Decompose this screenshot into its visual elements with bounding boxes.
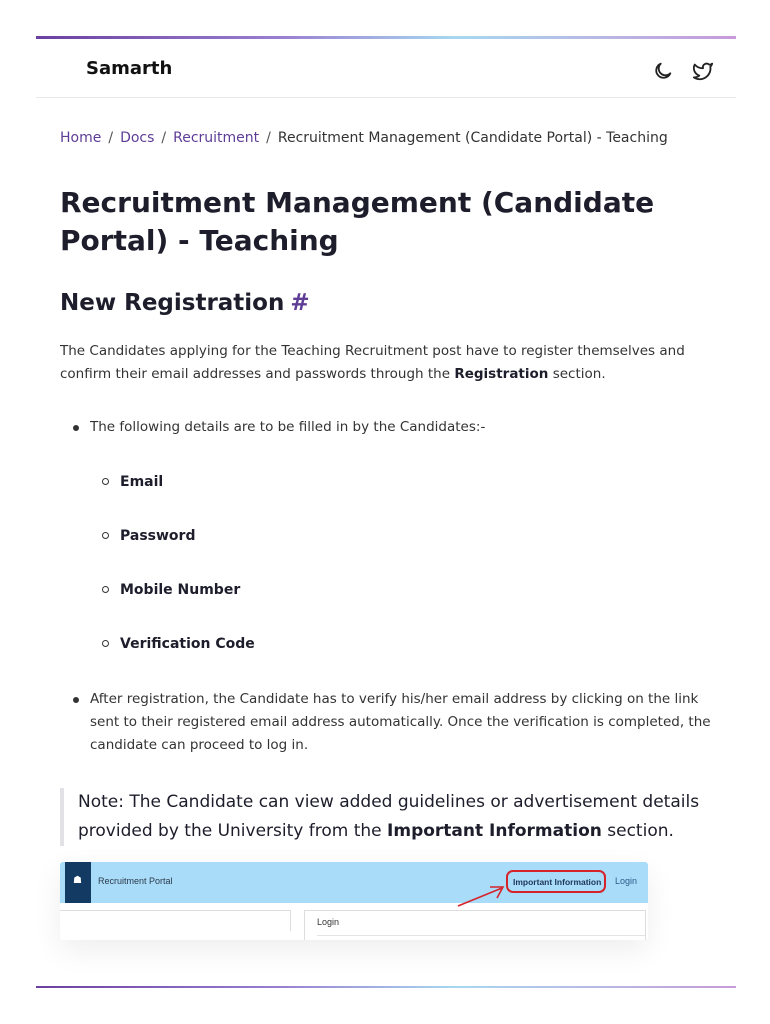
portal-login-panel bbox=[304, 910, 646, 940]
circle-bullet-icon bbox=[102, 532, 109, 539]
divider bbox=[317, 935, 645, 936]
note-text-end: section. bbox=[601, 821, 674, 841]
bottom-accent-bar bbox=[36, 986, 736, 988]
field-mobile-label: Mobile Number bbox=[120, 582, 241, 598]
brand-name[interactable]: Samarth bbox=[86, 58, 173, 79]
section-anchor-link[interactable]: # bbox=[290, 290, 310, 316]
portal-left-panel bbox=[60, 910, 291, 931]
circle-bullet-icon bbox=[102, 478, 109, 485]
sub-list-item bbox=[120, 472, 163, 492]
moon-icon[interactable] bbox=[652, 60, 674, 82]
intro-paragraph bbox=[60, 340, 720, 386]
circle-bullet-icon bbox=[102, 586, 109, 593]
list-item bbox=[90, 416, 720, 439]
intro-bold-text: Registration bbox=[454, 366, 549, 382]
sub-list-item bbox=[120, 580, 240, 600]
breadcrumb-separator: / bbox=[266, 130, 271, 146]
breadcrumb-separator: / bbox=[161, 130, 167, 146]
twitter-icon[interactable] bbox=[692, 60, 714, 82]
portal-home-button bbox=[65, 862, 91, 903]
sub-list-item bbox=[120, 526, 195, 546]
circle-bullet-icon bbox=[102, 640, 109, 647]
important-information-highlight bbox=[506, 870, 606, 893]
portal-login-link: Login bbox=[615, 876, 638, 886]
breadcrumb-separator: / bbox=[108, 130, 114, 146]
bullet-icon bbox=[73, 697, 79, 703]
list-item bbox=[90, 688, 716, 757]
home-icon: ☗ bbox=[73, 875, 82, 886]
red-arrow-icon bbox=[456, 882, 516, 910]
section-title bbox=[60, 290, 310, 316]
page-title: Recruitment Management (Candidate Portal) - Teaching bbox=[60, 186, 655, 257]
portal-title: Recruitment Portal bbox=[98, 876, 173, 886]
login-panel-title: Login bbox=[317, 917, 340, 927]
field-email-label: Email bbox=[120, 474, 164, 490]
breadcrumb-home[interactable]: Home bbox=[60, 130, 102, 146]
bullet-icon bbox=[73, 425, 79, 431]
site-header bbox=[36, 39, 736, 98]
field-verification-label: Verification Code bbox=[120, 636, 255, 652]
breadcrumb-docs[interactable]: Docs bbox=[120, 130, 155, 146]
list-item-text: After registration, the Candidate has to verify his/her email address by clicking on the link sent to their registered email address automatically. Once the verification is completed, the candidate can proceed to log in. bbox=[90, 691, 711, 753]
note-text: Note: The Candidate can view added guidelines or advertisement details provided by the University from the bbox=[78, 792, 700, 841]
breadcrumb-recruitment[interactable]: Recruitment bbox=[173, 130, 260, 146]
portal-navbar bbox=[60, 862, 648, 903]
field-password-label: Password bbox=[120, 528, 196, 544]
section-title-text: New Registration bbox=[60, 290, 285, 316]
breadcrumb bbox=[60, 130, 668, 146]
important-information-link: Important Information bbox=[513, 877, 602, 887]
intro-text-end: section. bbox=[548, 366, 606, 382]
portal-screenshot bbox=[60, 862, 648, 940]
list-item-text: The following details are to be filled in by the Candidates:- bbox=[90, 419, 486, 435]
sub-list-item bbox=[120, 634, 255, 654]
intro-text: The Candidates applying for the Teaching Recruitment post have to register themselves and confirm their email addresses and passwords through the bbox=[60, 343, 685, 382]
breadcrumb-current: Recruitment Management (Candidate Portal) - Teaching bbox=[277, 130, 668, 146]
note-blockquote bbox=[60, 788, 708, 846]
note-bold-text: Important Information bbox=[387, 821, 602, 841]
